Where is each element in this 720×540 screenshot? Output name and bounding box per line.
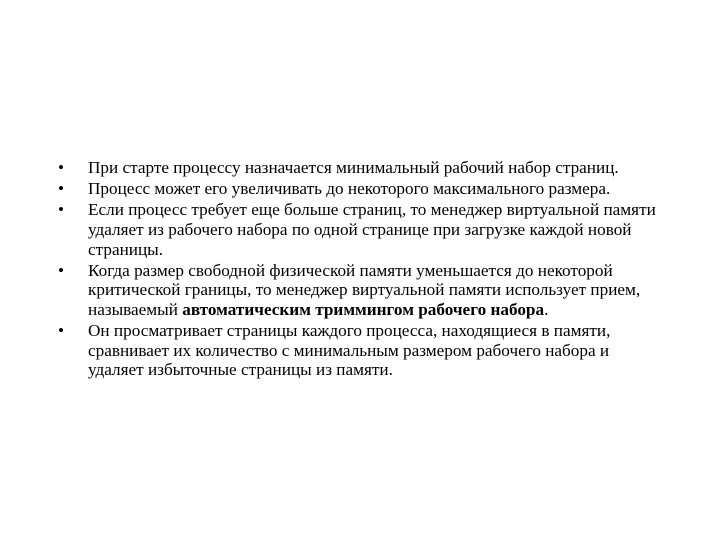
bullet-text: Процесс может его увеличивать до некоторого максимального размера. [88,179,611,199]
bullet-text: Он просматривает страницы каждого процесса, находящиеся в памяти, сравнивает их количество с минимальным размером рабочего набора и удаляет избыточные страницы из памяти. [88,321,611,380]
bullet-text-before: Когда размер свободной физической памяти уменьшается до некоторой критической границы, то менеджер виртуальной памяти использует прием, называемый [88,260,641,319]
bullet-text: При старте процессу назначается минимальный рабочий набор страниц. [88,158,619,177]
bullet-dot: • [58,200,65,220]
list-item [58,200,658,259]
bullet-dot: • [58,179,65,199]
bullet-text: Если процесс требует еще больше страниц, то менеджер виртуальной памяти удаляет из рабочего набора по одной странице при загрузке каждой новой страницы. [88,200,656,259]
list-item [58,179,658,199]
bullet-dot: • [58,321,65,341]
list-item [58,321,658,380]
bullet-text-after: . [544,299,549,319]
bullet-text-bold: автоматическим триммингом рабочего набора [182,299,545,319]
bullet-text [88,261,658,320]
list-item [58,261,658,320]
bullet-dot: • [58,260,65,280]
bullet-list [58,158,658,382]
bullet-dot: • [58,158,65,177]
list-item [58,158,658,178]
